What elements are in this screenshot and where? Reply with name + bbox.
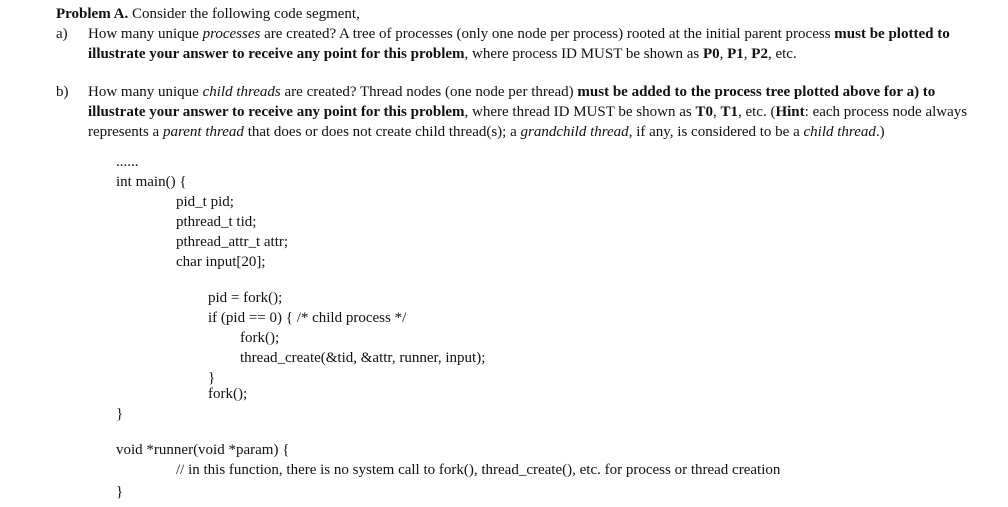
item-a-part: , etc. [767, 46, 797, 62]
item-a-p0: P0 [702, 46, 720, 62]
code-brace: } [208, 370, 216, 386]
code-brace: } [116, 406, 124, 422]
problem-title-bold: Problem A. [56, 6, 129, 22]
item-b-part: , etc. ( [737, 104, 776, 120]
code-line: pthread_t tid; [176, 214, 257, 230]
item-b-emph-child-thread: child thread [803, 124, 876, 140]
code-line: pid_t pid; [176, 194, 234, 210]
item-b-part: How many unique [88, 84, 203, 100]
code-line: char input[20]; [176, 254, 266, 270]
code-line: pid = fork(); [208, 290, 283, 306]
item-a-label: a) [56, 26, 68, 42]
item-a-requirement: must be plotted to illustrate your answer to receive any point for this problem [88, 26, 950, 62]
item-b-emph-parent-thread: parent thread [162, 124, 244, 140]
item-b-emph-child-threads: child threads [202, 84, 281, 100]
item-b-requirement: must be added to the process tree plotted above for a) to illustrate your answer to receive any point for this problem [88, 84, 936, 120]
code-line: pthread_attr_t attr; [176, 234, 289, 250]
item-a-part: , [719, 46, 728, 62]
code-thread-create: thread_create(&tid, &attr, runner, input); [240, 350, 486, 366]
item-a-part: , [743, 46, 752, 62]
item-b-text [88, 82, 968, 142]
item-b-emph-grandchild-thread: grandchild thread [520, 124, 629, 140]
item-b-t1: T1 [720, 104, 738, 120]
code-line: fork(); [240, 330, 280, 346]
problem-title-rest: Consider the following code segment, [128, 6, 360, 22]
code-main-signature: int main() { [116, 174, 187, 190]
item-a-part: How many unique [88, 26, 203, 42]
item-a-text [88, 24, 968, 64]
item-b-t0: T0 [695, 104, 713, 120]
code-if-statement: if (pid == 0) { /* child process */ [208, 310, 407, 326]
item-b-part: : each process node always represents a [88, 104, 968, 140]
item-b-label: b) [56, 84, 69, 100]
item-b-hint: Hint [775, 104, 805, 120]
code-brace: } [116, 484, 124, 500]
item-b-part: that does or does not create child thread(s); a [243, 124, 521, 140]
item-b-part: .) [875, 124, 885, 140]
item-a-emph-processes: processes [202, 26, 261, 42]
item-a-part: , where process ID MUST be shown as [464, 46, 703, 62]
code-line: fork(); [208, 386, 248, 402]
item-a-part: are created? A tree of processes (only one node per process) rooted at the initial parent process [260, 26, 835, 42]
item-b-part: , where thread ID MUST be shown as [464, 104, 696, 120]
code-ellipsis: ...... [116, 154, 139, 170]
item-b-part: , if any, is considered to be a [628, 124, 804, 140]
problem-title [56, 4, 360, 24]
code-runner-signature: void *runner(void *param) { [116, 442, 290, 458]
item-b-part: , [712, 104, 721, 120]
code-comment: // in this function, there is no system call to fork(), thread_create(), etc. for process or thread creation [176, 462, 781, 478]
item-a-p2: P2 [751, 46, 768, 62]
item-b-part: are created? Thread nodes (one node per thread) [280, 84, 578, 100]
item-a-p1: P1 [727, 46, 744, 62]
